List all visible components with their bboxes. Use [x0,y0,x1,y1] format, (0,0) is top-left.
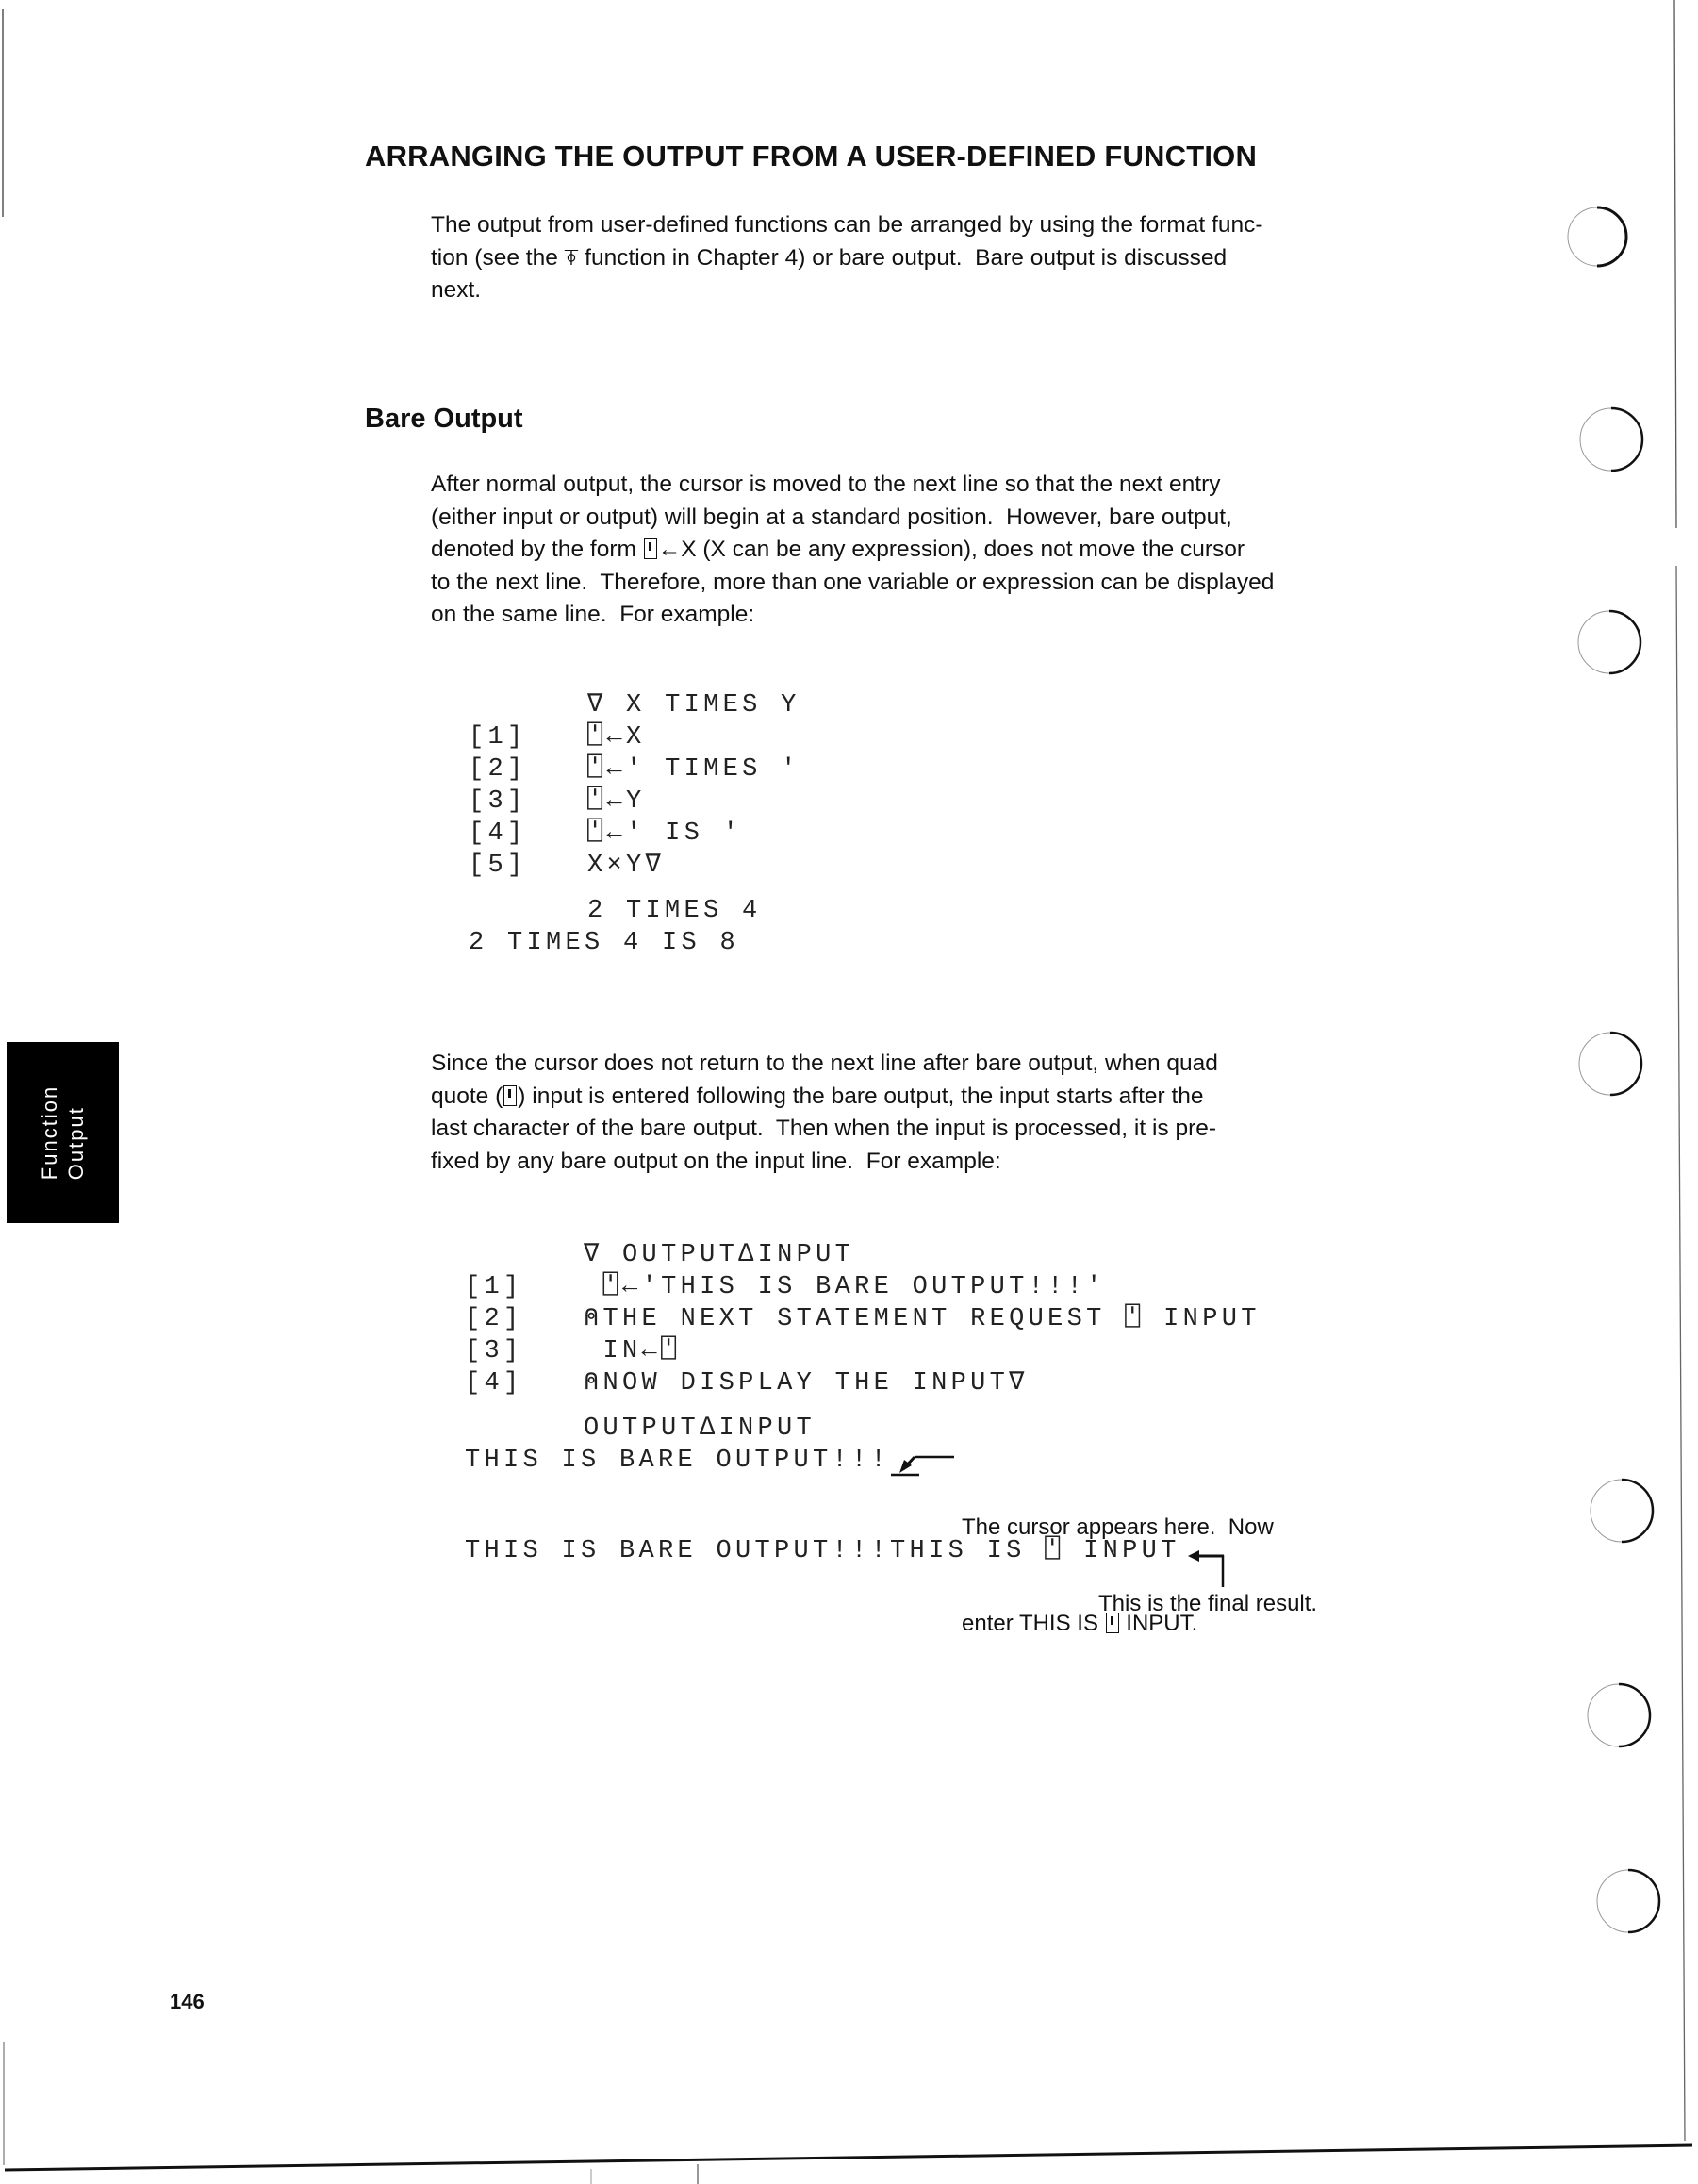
tab-line: Function [38,1084,61,1181]
call-text: 2 TIMES 4 [587,897,762,925]
code-text: ⍞←' IS ' [587,819,743,848]
final-output-line: THIS IS BARE OUTPUT!!!THIS IS ⍞ INPUT [465,1537,1180,1565]
tab-line: Output [64,1106,88,1181]
code-line [465,1335,1261,1367]
code-header [465,1239,1261,1271]
section-tab [7,1042,119,1223]
line-number: [3] [465,1337,523,1365]
code-text: ⍞←X [587,723,646,752]
text-line: The output from user-defined functions can be arranged by using the format func- [431,212,1263,238]
line-number: [1] [465,1273,523,1301]
text-line: tion (see the ⍕ function in Chapter 4) or bare output. Bare output is discussed [431,244,1228,271]
quad-quote-icon [503,1085,517,1106]
intro-paragraph [431,209,1263,307]
code-text: ⍞←Y [587,787,646,816]
text-line: After normal output, the cursor is moved to the next line so that the next entry [431,472,1221,497]
text-fragment: ) input is entered following the bare output, the input starts after the [518,1083,1204,1109]
text-fragment: enter THIS IS [962,1611,1105,1636]
code-result: 2 TIMES 4 IS 8 [469,929,740,957]
code-text: X×Y∇ [587,852,666,880]
quad-quote-icon [644,538,657,559]
cursor-annotation [962,1448,1274,1672]
binder-hole-shadow [1619,1684,1650,1746]
binder-hole-shadow [1611,408,1642,471]
text-line [431,534,1274,567]
code-line [469,786,800,818]
function-header: ∇ OUTPUT∆INPUT [584,1241,855,1269]
text-line: to the next line. Therefore, more than one variable or expression can be displayed [431,569,1275,595]
text-line: last character of the bare output. Then when the input is processed, it is pre- [431,1116,1217,1141]
code-line [465,1367,1261,1399]
text-fragment: denoted by the form [431,537,643,562]
code-text: ⍞←' TIMES ' [587,755,800,784]
call-text: OUTPUT∆INPUT [584,1415,816,1443]
text-line: on the same line. For example: [431,602,755,627]
code-text: ⍝THE NEXT STATEMENT REQUEST ⍞ INPUT [584,1305,1261,1333]
quad-quote-paragraph [431,1048,1218,1178]
line-number: [4] [469,819,527,848]
binder-holes [1568,207,1659,1932]
binder-hole-shadow [1597,207,1626,266]
function-header: ∇ X TIMES Y [587,691,800,720]
bottom-edge-line [5,2145,1692,2170]
code-text: ⍞←'THIS IS BARE OUTPUT!!!' [584,1273,1106,1301]
final-result-annotation: This is the final result. [1098,1591,1318,1616]
code-example-times [469,689,800,959]
code-line [469,753,800,786]
line-number: [5] [469,852,527,880]
binder-hole-shadow [1622,1480,1653,1542]
line-number: [4] [465,1369,523,1398]
code-text: IN←⍞ [584,1337,681,1365]
binder-hole-shadow [1610,1033,1641,1095]
section-heading: Bare Output [365,404,523,434]
right-edge-line-lower [1676,566,1685,2141]
binder-hole-shadow [1628,1870,1659,1932]
code-header [469,689,800,721]
line-number: [3] [469,787,527,816]
bare-output-line: THIS IS BARE OUTPUT!!! [465,1447,891,1475]
line-number: [2] [465,1305,523,1333]
text-line: next. [431,277,482,303]
page-number: 146 [170,1990,205,2013]
text-fragment: quote ( [431,1083,503,1109]
text-line: fixed by any bare output on the input line. For example: [431,1148,1001,1174]
bare-output-paragraph [431,469,1274,632]
section-tab-label [37,1085,90,1180]
code-call [469,895,800,927]
right-edge-line [1674,0,1676,528]
code-line [469,850,800,882]
text-line [431,1081,1218,1114]
line-number: [1] [469,723,527,752]
text-line: Since the cursor does not return to the next line after bare output, when quad [431,1051,1218,1076]
text-line: (either input or output) will begin at a standard position. However, bare output, [431,504,1232,530]
page-title: ARRANGING THE OUTPUT FROM A USER-DEFINED FUNCTION [365,140,1258,173]
annotation-line: The cursor appears here. Now [962,1514,1274,1540]
binder-hole-shadow [1609,611,1640,673]
text-fragment: INPUT. [1119,1611,1198,1636]
code-line [469,818,800,850]
code-text: ⍝NOW DISPLAY THE INPUT∇ [584,1369,1029,1398]
code-line [469,721,800,753]
code-line [465,1303,1261,1335]
line-number: [2] [469,755,527,784]
code-call [465,1413,1261,1445]
code-line [465,1271,1261,1303]
text-fragment: ←X (X can be any expression), does not move the cursor [657,537,1245,562]
